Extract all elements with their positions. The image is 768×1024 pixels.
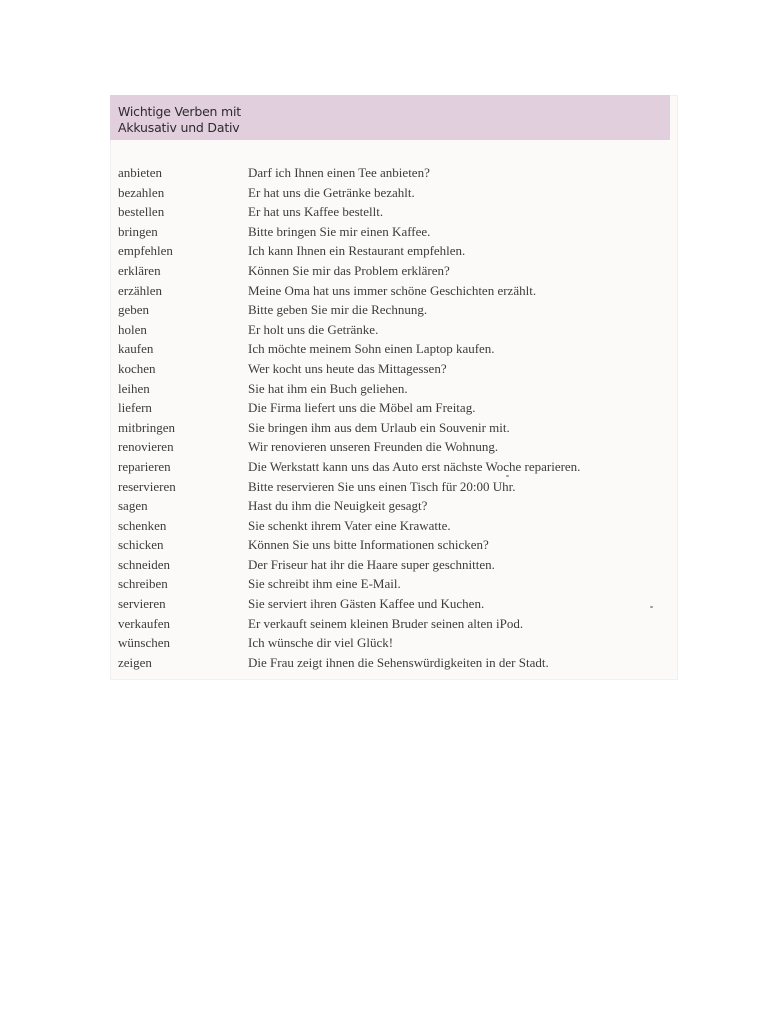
section-title: [118, 104, 241, 136]
scanned-page: [110, 95, 678, 680]
list-item: [110, 516, 678, 536]
verb: zeigen: [118, 654, 152, 670]
example-sentence: Die Firma liefert uns die Möbel am Freitag.: [248, 400, 476, 416]
list-item: [110, 300, 678, 320]
scan-speck: [650, 606, 653, 608]
verb: servieren: [118, 596, 166, 612]
verb: empfehlen: [118, 243, 173, 259]
verb: bezahlen: [118, 184, 165, 200]
list-item: [110, 633, 678, 653]
header-band: [110, 95, 670, 140]
example-sentence: Sie serviert ihren Gästen Kaffee und Kuchen.: [248, 596, 485, 612]
example-sentence: Bitte reservieren Sie uns einen Tisch für 20:00 Uhr.: [248, 478, 516, 494]
example-sentence: Darf ich Ihnen einen Tee anbieten?: [248, 165, 430, 180]
list-item: [110, 398, 678, 418]
verb: renovieren: [118, 439, 174, 455]
verb: erklären: [118, 262, 161, 278]
verb: kaufen: [118, 341, 154, 357]
list-item: [110, 457, 678, 477]
verb: schneiden: [118, 556, 170, 572]
verb: anbieten: [118, 165, 163, 180]
verb: liefern: [118, 400, 152, 416]
example-sentence: Sie schreibt ihm eine E-Mail.: [248, 576, 401, 592]
list-item: [110, 379, 678, 399]
list-item: [110, 477, 678, 497]
example-sentence: Meine Oma hat uns immer schöne Geschichten erzählt.: [248, 282, 537, 298]
list-item: [110, 241, 678, 261]
scan-speck: [506, 475, 509, 477]
example-sentence: Ich wünsche dir viel Glück!: [248, 635, 394, 651]
example-sentence: Wer kocht uns heute das Mittagessen?: [248, 360, 447, 376]
verb: schreiben: [118, 576, 168, 592]
verb: wünschen: [118, 635, 170, 651]
example-sentence: Er verkauft seinem kleinen Bruder seinen alten iPod.: [248, 615, 524, 631]
verb: geben: [118, 302, 150, 318]
verb: reservieren: [118, 478, 176, 494]
example-sentence: Die Werkstatt kann uns das Auto erst nächste Woche reparieren.: [248, 458, 581, 474]
example-sentence: Er hat uns die Getränke bezahlt.: [248, 184, 415, 200]
example-sentence: Hast du ihm die Neuigkeit gesagt?: [248, 498, 428, 514]
list-item: [110, 339, 678, 359]
verb: reparieren: [118, 458, 171, 474]
list-item: [110, 535, 678, 555]
verb: bestellen: [118, 204, 165, 220]
example-sentence: Sie hat ihm ein Buch geliehen.: [248, 380, 408, 396]
list-item: [110, 261, 678, 281]
verb-list: [110, 163, 678, 672]
list-item: [110, 163, 678, 183]
list-item: [110, 614, 678, 634]
verb: erzählen: [118, 282, 163, 298]
section-title-line-2: Akkusativ und Dativ: [118, 120, 240, 135]
example-sentence: Er holt uns die Getränke.: [248, 321, 379, 337]
list-item: [110, 574, 678, 594]
example-sentence: Ich möchte meinem Sohn einen Laptop kaufen.: [248, 341, 495, 357]
example-sentence: Bitte geben Sie mir die Rechnung.: [248, 302, 428, 318]
example-sentence: Sie schenkt ihrem Vater eine Krawatte.: [248, 517, 451, 533]
example-sentence: Bitte bringen Sie mir einen Kaffee.: [248, 223, 431, 239]
list-item: [110, 594, 678, 614]
example-sentence: Können Sie mir das Problem erklären?: [248, 262, 450, 278]
verb: bringen: [118, 223, 158, 239]
list-item: [110, 281, 678, 301]
verb: schenken: [118, 517, 167, 533]
verb: holen: [118, 321, 147, 337]
example-sentence: Wir renovieren unseren Freunden die Wohnung.: [248, 439, 499, 455]
list-item: [110, 202, 678, 222]
section-title-line-1: Wichtige Verben mit: [118, 104, 242, 119]
list-item: [110, 496, 678, 516]
verb: kochen: [118, 360, 156, 376]
example-sentence: Der Friseur hat ihr die Haare super geschnitten.: [248, 556, 495, 572]
list-item: [110, 437, 678, 457]
example-sentence: Ich kann Ihnen ein Restaurant empfehlen.: [248, 243, 466, 259]
list-item: [110, 320, 678, 340]
example-sentence: Er hat uns Kaffee bestellt.: [248, 204, 384, 220]
list-item: [110, 222, 678, 242]
example-sentence: Die Frau zeigt ihnen die Sehenswürdigkeiten in der Stadt.: [248, 654, 549, 670]
list-item: [110, 555, 678, 575]
verb: mitbringen: [118, 419, 176, 435]
example-sentence: Sie bringen ihm aus dem Urlaub ein Souvenir mit.: [248, 419, 510, 435]
verb: schicken: [118, 537, 164, 553]
verb: sagen: [118, 498, 148, 514]
list-item: [110, 359, 678, 379]
verb: verkaufen: [118, 615, 170, 631]
list-item: [110, 418, 678, 438]
verb: leihen: [118, 380, 150, 396]
list-item: [110, 183, 678, 203]
example-sentence: Können Sie uns bitte Informationen schicken?: [248, 537, 489, 553]
list-item: [110, 653, 678, 673]
